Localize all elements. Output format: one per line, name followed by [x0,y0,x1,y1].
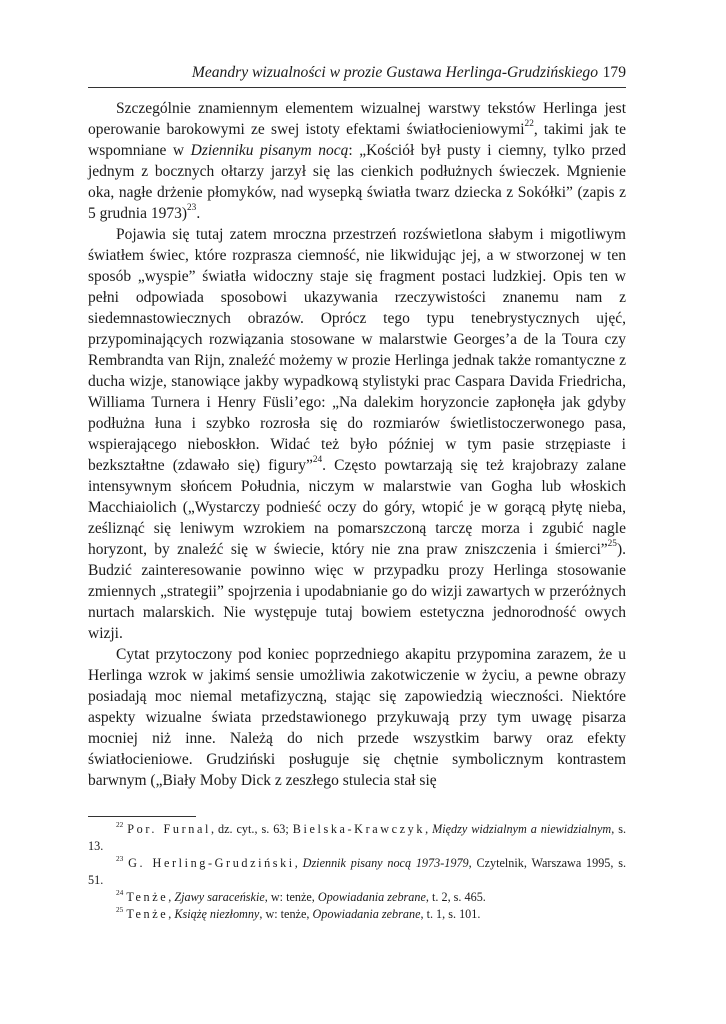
italic-title: Dzienniku pisanym nocą [190,142,349,159]
footnote-24: $^{24}$ Tenże, Zjawy saraceńskie, w: tenże, Opowiadania zebrane, t. 2, s. 465. [116,887,486,904]
header-rule [88,87,626,88]
footnote-25: $^{25}$ Tenże, Książę niezłomny, w: tenże, Opowiadania zebrane, t. 1, s. 101. [116,904,481,921]
paragraph-3: Cytat przytoczony pod koniec poprzedniego akapitu przypomina zarazem, że u Herlinga wzrok w jakimś sensie umożliwia zakotwiczenie w życiu, a pewne obrazy posiadają moc niemal metafizyczną, stając się zapowiedzią wieczności. Niektóre aspekty wizualne świata przedstawionego przykuwają przy tym uwagę pisarza mocniej niż inne. Należą do nich przede wszystkim barwy oraz efekty światłocieniowe. Grudziński posługuje się chętnie symbolicznym kontrastem barwnym („Biały Moby Dick z zeszłego stulecia stał się [88,646,626,789]
running-title: Meandry wizualności w prozie Gustawa Herlinga-Grudzińskiego [191,64,598,81]
page-number: 179 [602,64,626,81]
footnote-separator [88,816,196,817]
footnote-23: $^{23}$ G. Herling-Grudziński, Dziennik pisany nocą 1973-1979, Czytelnik, Warszawa 1995, s. 51. [88,853,627,887]
footnote-ref-23[interactable]: 23 [187,203,197,214]
paragraph-2: Pojawia się tutaj zatem mroczna przestrzeń rozświetlona słabym i migotliwym światłem świec, które rozprasza ciemność, nie likwidując jej, a w stworzonej w ten sposób „wyspie” światła widoczny staje się fragment postaci ludzkiej. Opis ten w pełni odpowiada sposobowi ukazywania rzeczywistości znanemu nam z siedemnastowiecznych obrazów. Oprócz tego typu tenebrystycznych ujęć, przypominających rozwiązania stosowane w malarstwie Georges’a de la Toura czy Rembrandta van Rijn, znaleźć możemy w prozie Herlinga jednak także romantyczne z ducha wizje, stanowiące jakby wypadkową stylistyki prac Caspara Davida Friedricha, Williama Turnera i Henry Füsli’ego: „Na dalekim horyzoncie zapłonęła jak gdyby podłużna łuna i szybko rozrosła się do rozmiarów świetlistoczerwonego pasa, wspierającego nieboskłon. Widać też było później w tym pasie strzępiaste i bezkształtne (zdawało się) figury”$^{24}$. Często powtarzają się też krajobrazy zalane intensywnym słońcem Południa, niczym w malarstwie van Gogha lub włoskich Macchiaiolich („Wystarczy podnieść oczy do góry, wtopić je w gorącą płytę nieba, ześliznąć się leniwym wzrokiem na pomarszczoną tarczę morza i zgubić nagle horyzont, by znaleźć się w świecie, który nie zna praw zniszczenia i śmierci”$^{25}$). Budzić zainteresowanie powinno więc w przypadku prozy Herlinga stosowanie zmiennych „strategii” spojrzenia i upodabnianie go do wizji zawartych w przeróżnych nurtach malarskich. Nie występuje tutaj bowiem estetyczna jednorodność owych wizji. [88,226,626,642]
footnote-ref-22[interactable]: 22 [524,119,534,130]
body-text [88,98,626,791]
footnote-ref-24[interactable]: 24 [312,455,323,466]
footnotes [88,821,626,923]
footnote-ref-25[interactable]: 25 [607,539,617,550]
paragraph-1: Szczególnie znamiennym elementem wizualnej warstwy tekstów Herlinga jest operowanie barokowymi ze swej istoty efektami światłocieniowymi$^{22}$, takimi jak te wspomniane w Dzienniku pisanym nocą: „Kościół był pusty i ciemny, tylko przed jednym z bocznych ołtarzy jarzył się las cienkich podłużnych świeczek. Mgnienie oka, nagłe drżenie płomyków, nad wysepką światła twarz dziecka z Sokółki” (zapis z 5 grudnia 1973)$^{23}$. [88,100,626,222]
footnote-22: $^{22}$ Por. Furnal, dz. cyt., s. 63; Bielska-Krawczyk, Między widzialnym a niewidzialnym, s. 13. [88,819,627,853]
running-header [88,63,626,83]
